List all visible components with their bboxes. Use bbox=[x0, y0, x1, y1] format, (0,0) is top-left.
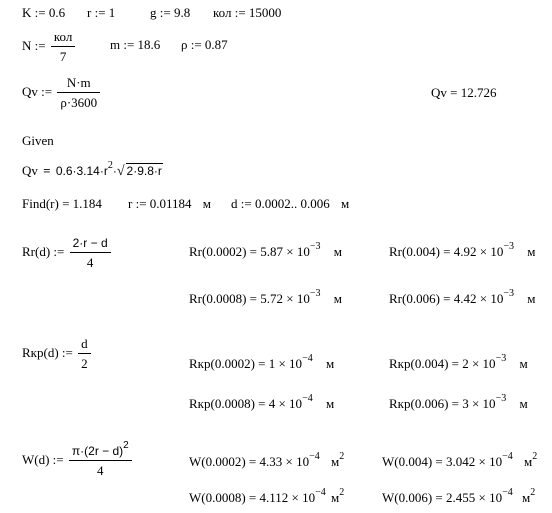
unit-power: 2 bbox=[339, 487, 345, 498]
sqrt-icon: √ bbox=[116, 164, 125, 179]
w-definition bbox=[22, 440, 134, 478]
rkr-definition bbox=[22, 337, 93, 371]
r-assign: r := 0.01184 bbox=[128, 196, 192, 211]
constraint-dot: · bbox=[112, 164, 117, 178]
value-text: Rr(0.004) = 4.92 × 10 bbox=[389, 244, 504, 259]
value-text: W(0.004) = 3.042 × 10 bbox=[382, 454, 503, 469]
value-text: W(0.006) = 2.455 × 10 bbox=[382, 490, 503, 505]
qv-result: Qv = 12.726 bbox=[431, 85, 497, 100]
value-unit: м bbox=[527, 291, 536, 306]
w-value bbox=[382, 487, 536, 505]
value-exponent: −3 bbox=[309, 241, 321, 252]
rkr-value bbox=[389, 393, 528, 411]
value-unit: м bbox=[331, 490, 340, 505]
value-text: W(0.0002) = 4.33 × 10 bbox=[189, 454, 310, 469]
rr-definition bbox=[22, 236, 113, 270]
rkr-numerator: d bbox=[78, 337, 91, 354]
n-denominator: 7 bbox=[59, 49, 67, 64]
r-value bbox=[128, 197, 211, 211]
given-label: Given bbox=[22, 133, 54, 148]
qv-fraction bbox=[57, 76, 100, 110]
value-text: Rкр(0.0008) = 4 × 10 bbox=[189, 396, 303, 411]
value-text: Rr(0.0002) = 5.87 × 10 bbox=[189, 244, 310, 259]
value-text: W(0.0008) = 4.112 × 10 bbox=[189, 490, 316, 505]
value-text: Rr(0.0008) = 5.72 × 10 bbox=[189, 291, 310, 306]
constraint-equation bbox=[22, 160, 163, 179]
value-exponent: −3 bbox=[309, 288, 321, 299]
w-numerator-power: 2 bbox=[123, 440, 129, 451]
value-exponent: −4 bbox=[309, 451, 320, 462]
w-value bbox=[189, 487, 345, 505]
w-denominator: 4 bbox=[97, 463, 104, 478]
n-lhs: N := bbox=[22, 37, 46, 53]
rr-numerator: 2·r − d bbox=[70, 236, 111, 253]
value-exponent: −4 bbox=[315, 487, 326, 498]
n-fraction bbox=[51, 30, 75, 64]
value-unit: м bbox=[521, 490, 531, 505]
qv-lhs: Qv := bbox=[22, 83, 53, 99]
rr-denominator: 4 bbox=[86, 255, 94, 270]
value-exponent: −4 bbox=[302, 353, 313, 364]
rkr-value bbox=[189, 393, 335, 411]
rr-value bbox=[189, 288, 342, 306]
value-exponent: −3 bbox=[495, 353, 507, 364]
constraint-lhs: Qv bbox=[22, 163, 38, 178]
w-value bbox=[189, 451, 345, 469]
rkr-value bbox=[189, 353, 335, 371]
value-unit: м bbox=[333, 244, 342, 259]
w-lhs: W(d) := bbox=[22, 451, 64, 467]
constraint-radicand: 2·9.8·r bbox=[126, 164, 162, 178]
w-fraction bbox=[69, 440, 132, 478]
rr-value bbox=[389, 241, 536, 259]
w-numerator bbox=[69, 440, 132, 461]
param-g: g := 9.8 bbox=[150, 5, 191, 20]
param-m: m := 18.6 bbox=[110, 37, 161, 52]
value-unit: м bbox=[519, 356, 528, 371]
value-unit: м bbox=[325, 396, 335, 411]
d-assign: d := 0.0002.. 0.006 bbox=[231, 196, 330, 211]
r-unit: м bbox=[202, 196, 212, 211]
constraint-power: 2 bbox=[107, 160, 113, 171]
value-exponent: −4 bbox=[302, 393, 313, 404]
w-value bbox=[382, 451, 538, 469]
constraint-body: 0.6·3.14·r bbox=[55, 164, 108, 178]
rr-lhs: Rr(d) := bbox=[22, 243, 65, 259]
qv-definition bbox=[22, 76, 102, 110]
value-text: Rкр(0.004) = 2 × 10 bbox=[389, 356, 496, 371]
value-unit: м bbox=[325, 356, 335, 371]
rkr-fraction bbox=[78, 337, 91, 371]
rr-value bbox=[389, 288, 536, 306]
param-kol: кол := 15000 bbox=[213, 5, 282, 20]
value-unit: м bbox=[523, 454, 533, 469]
unit-power: 2 bbox=[339, 451, 345, 462]
value-exponent: −4 bbox=[502, 451, 513, 462]
unit-power: 2 bbox=[530, 487, 536, 498]
rr-value bbox=[189, 241, 342, 259]
n-numerator: кол bbox=[51, 30, 75, 47]
rr-fraction bbox=[70, 236, 111, 270]
param-r: r := 1 bbox=[87, 5, 116, 20]
value-exponent: −4 bbox=[502, 487, 513, 498]
value-exponent: −3 bbox=[495, 393, 507, 404]
value-unit: м bbox=[330, 454, 340, 469]
value-unit: м bbox=[527, 244, 536, 259]
d-range bbox=[231, 197, 349, 211]
rkr-lhs: Rкр(d) := bbox=[22, 344, 73, 360]
unit-power: 2 bbox=[532, 451, 538, 462]
d-unit: м bbox=[340, 196, 350, 211]
value-exponent: −3 bbox=[503, 241, 514, 252]
value-text: Rr(0.006) = 4.42 × 10 bbox=[389, 291, 504, 306]
find-result: Find(r) = 1.184 bbox=[22, 196, 102, 211]
bold-equals: = bbox=[43, 163, 51, 178]
qv-denominator: ρ·3600 bbox=[60, 95, 98, 110]
value-unit: м bbox=[333, 291, 342, 306]
param-rho: ρ := 0.87 bbox=[181, 37, 228, 52]
rkr-value bbox=[389, 353, 528, 371]
value-unit: м bbox=[519, 396, 528, 411]
qv-numerator: N·m bbox=[57, 76, 100, 93]
param-n bbox=[22, 30, 77, 64]
rkr-denominator: 2 bbox=[81, 356, 88, 371]
param-k: K := 0.6 bbox=[22, 5, 66, 20]
value-text: Rкр(0.0002) = 1 × 10 bbox=[189, 356, 303, 371]
value-text: Rкр(0.006) = 3 × 10 bbox=[389, 396, 496, 411]
w-numerator-text: π·(2r − d) bbox=[71, 444, 124, 458]
value-exponent: −3 bbox=[503, 288, 514, 299]
